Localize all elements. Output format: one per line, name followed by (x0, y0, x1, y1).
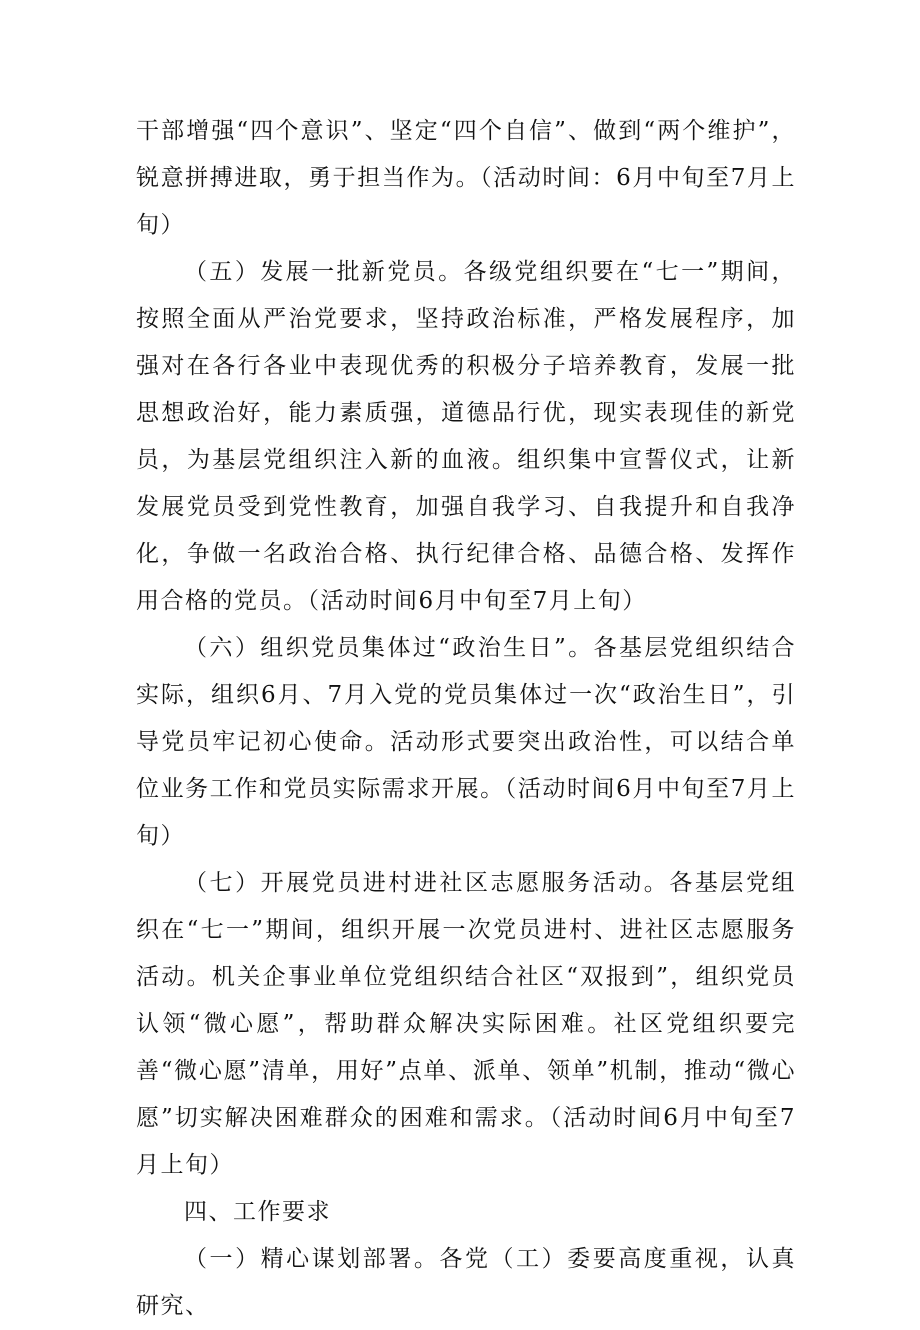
paragraph-careful-planning: （一）精心谋划部署。各党（工）委要高度重视，认真研究、 (136, 1246, 796, 1319)
paragraph-new-members: （五）发展一批新党员。各级党组织要在“七一”期间，按照全面从严治党要求，坚持政治标准，严格发展程序，加强对在各行各业中表现优秀的积极分子培养教育，发展一批思想政治好，能力素质强，道德品行优，现实表现佳的新党员，为基层党组织注入新的血液。组织集中宣誓仪式，让新发展党员受到党性教育，加强自我学习、自我提升和自我净化，争做一名政治合格、执行纪律合格、品德合格、发挥作用合格的党员。（活动时间6月中旬至7月上旬） (136, 259, 796, 614)
paragraph-political-birthday: （六）组织党员集体过“政治生日”。各基层党组织结合实际，组织6月、7月入党的党员集体过一次“政治生日”，引导党员牢记初心使命。活动形式要突出政治性，可以结合单位业务工作和党员实际需求开展。（活动时间6月中旬至7月上旬） (136, 635, 796, 849)
paragraph-volunteer-service: （七）开展党员进村进社区志愿服务活动。各基层党组织在“七一”期间，组织开展一次党员进村、进社区志愿服务活动。机关企事业单位党组织结合社区“双报到”，组织党员认领“微心愿”，帮助群众解决实际困难。社区党组织要完善“微心愿”清单，用好”点单、派单、领单”机制，推动“微心愿”切实解决困难群众的困难和需求。（活动时间6月中旬至7月上旬） (136, 870, 796, 1178)
section-heading-work-requirements: 四、工作要求 (184, 1199, 331, 1225)
document-body (136, 108, 796, 1330)
paragraph-continuation: 干部增强“四个意识”、坚定“四个自信”、做到“两个维护”，锐意拼搏进取，勇于担当作为。（活动时间：6月中旬至7月上旬） (136, 118, 796, 238)
